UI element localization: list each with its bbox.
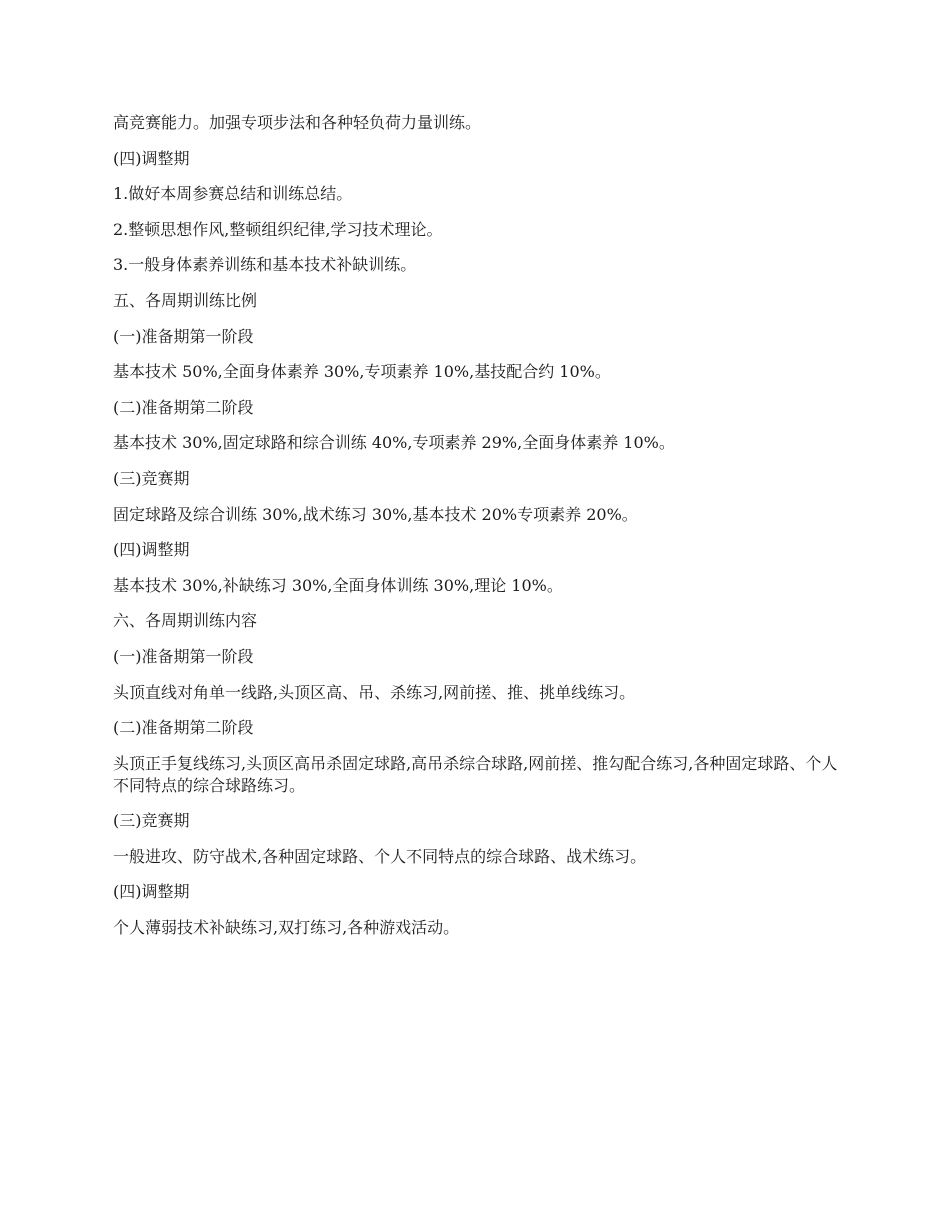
section-heading: (四)调整期	[113, 882, 190, 902]
paragraph: 一般进攻、防守战术,各种固定球路、个人不同特点的综合球路、战术练习。	[113, 846, 647, 866]
section-heading: (四)调整期	[113, 540, 190, 560]
paragraph: 头顶正手复线练习,头顶区高吊杀固定球路,高吊杀综合球路,网前搓、推勾配合练习,各种固定球路、个人不同特点的综合球路练习。	[113, 753, 838, 795]
paragraph: 基本技术 30%,固定球路和综合训练 40%,专项素养 29%,全面身体素养 10%。	[113, 433, 675, 453]
chapter-heading: 五、各周期训练比例	[113, 290, 258, 310]
section-heading: (二)准备期第二阶段	[113, 718, 254, 738]
list-item: 1.做好本周参赛总结和训练总结。	[113, 184, 353, 204]
chapter-heading: 六、各周期训练内容	[113, 611, 258, 631]
document-body	[113, 112, 838, 953]
section-heading: (四)调整期	[113, 148, 190, 168]
paragraph: 固定球路及综合训练 30%,战术练习 30%,基本技术 20%专项素养 20%。	[113, 504, 638, 524]
section-heading: (一)准备期第一阶段	[113, 326, 254, 346]
section-heading: (二)准备期第二阶段	[113, 397, 254, 417]
list-item: 2.整顿思想作风,整顿组织纪律,学习技术理论。	[113, 219, 443, 239]
paragraph: 基本技术 30%,补缺练习 30%,全面身体训练 30%,理论 10%。	[113, 575, 563, 595]
paragraph: 高竞赛能力。加强专项步法和各种轻负荷力量训练。	[113, 113, 482, 132]
section-heading: (三)竞赛期	[113, 468, 190, 488]
section-heading: (一)准备期第一阶段	[113, 646, 254, 666]
paragraph: 个人薄弱技术补缺练习,双打练习,各种游戏活动。	[113, 918, 460, 938]
section-heading: (三)竞赛期	[113, 811, 190, 831]
list-item: 3.一般身体素养训练和基本技术补缺训练。	[113, 255, 417, 275]
paragraph: 基本技术 50%,全面身体素养 30%,专项素养 10%,基技配合约 10%。	[113, 362, 611, 382]
paragraph: 头顶直线对角单一线路,头顶区高、吊、杀练习,网前搓、推、挑单线练习。	[113, 682, 636, 702]
